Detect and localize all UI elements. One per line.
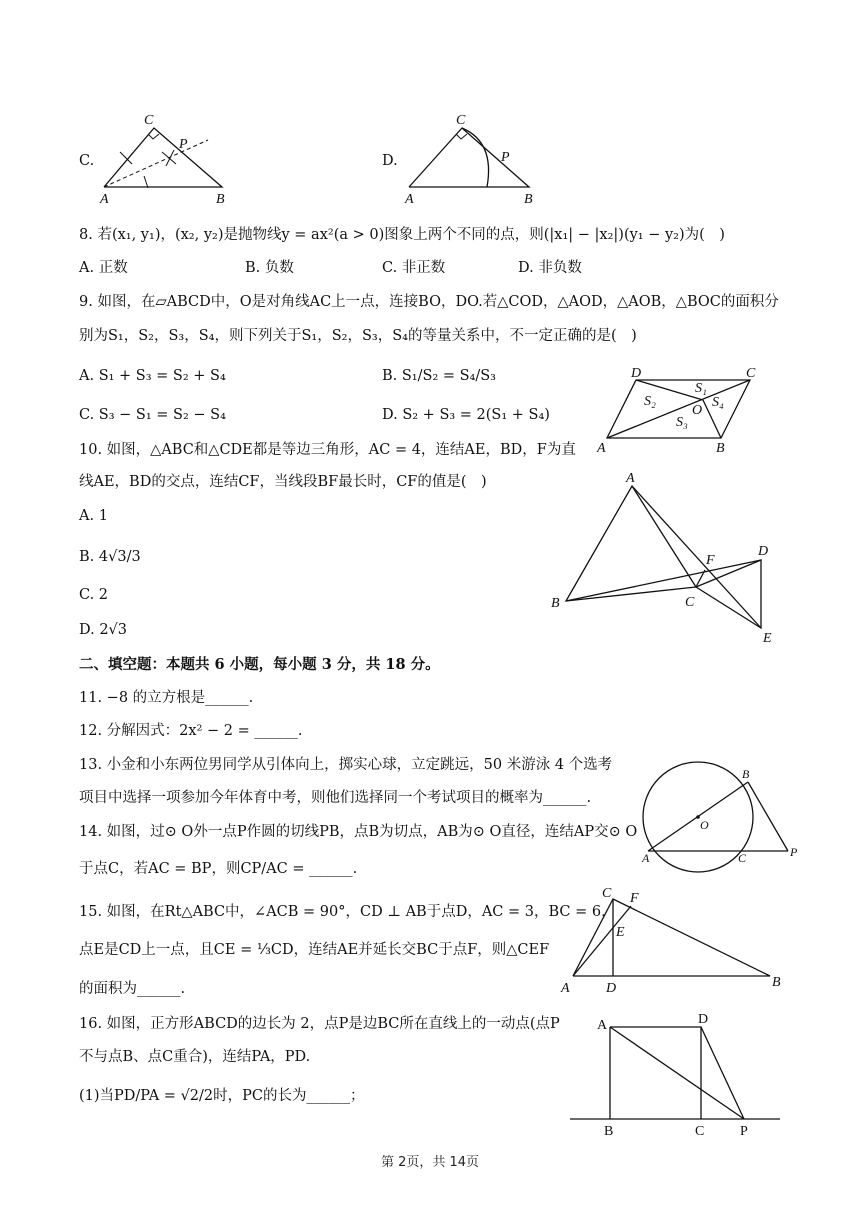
- q16-line1: 16. 如图，正方形ABCD的边长为 2，点P是边BC所在直线上的一动点(点P: [79, 1016, 560, 1032]
- q9-option-b: B. S₁/S₂ = S₄/S₃: [382, 368, 496, 384]
- q15-label-f: F: [630, 891, 639, 906]
- q7-figure-d: [405, 112, 545, 207]
- q9-option-a: A. S₁ + S₃ = S₂ + S₄: [79, 368, 226, 384]
- q9-label-d: D: [631, 366, 642, 381]
- fig-d-label-a: A: [405, 192, 414, 207]
- q8-option-c: C. 非正数: [382, 260, 446, 276]
- q9-label-s2: S₂: [644, 394, 656, 409]
- q16-label-c: C: [695, 1124, 705, 1139]
- q14-line1: 14. 如图，过⊙ O外一点P作圆的切线PB，点B为切点，AB为⊙ O直径，连结AP交⊙ O: [79, 824, 638, 840]
- q10-stem-line1: 10. 如图，△ABC和△CDE都是等边三角形，AC = 4，连结AE，BD，F为直: [79, 442, 576, 458]
- q15-line2: 点E是CD上一点，且CE = ⅓CD，连结AE并延长交BC于点F，则△CEF: [79, 942, 550, 958]
- q15-label-e: E: [616, 925, 625, 940]
- q15-label-a: A: [561, 981, 570, 996]
- section-2-heading: 二、填空题：本题共 6 小题，每小题 3 分，共 18 分。: [79, 656, 440, 673]
- q8-option-d: D. 非负数: [518, 260, 582, 276]
- q10-option-d: D. 2√3: [79, 622, 128, 638]
- q16-line3: (1)当PD/PA = √2/2时，PC的长为______；: [79, 1088, 365, 1104]
- q15-label-c: C: [602, 886, 612, 901]
- q16-label-b: B: [604, 1124, 614, 1139]
- q14-label-o: O: [700, 818, 709, 832]
- q7-option-c-label: C.: [79, 153, 95, 169]
- q9-parallelogram-figure: [595, 364, 765, 454]
- q16-label-p: P: [740, 1124, 748, 1139]
- q10-label-c: C: [685, 595, 695, 610]
- q8-stem: 8. 若(x₁, y₁)，(x₂, y₂)是抛物线y = ax²(a > 0)图象上两个不同的点，则(|x₁| − |x₂|)(y₁ − y₂)为( ): [79, 227, 725, 243]
- q10-label-d: D: [758, 544, 769, 559]
- q10-equilateral-figure: [548, 470, 788, 650]
- q8-option-a: A. 正数: [79, 260, 128, 276]
- q10-label-a: A: [626, 471, 635, 486]
- q16-square-figure: [570, 1008, 790, 1138]
- q9-label-s4: S₄: [712, 395, 724, 410]
- q16-line2: 不与点B、点C重合)，连结PA，PD.: [79, 1049, 311, 1065]
- q7-figure-c: [100, 112, 240, 207]
- q11-text: 11. −8 的立方根是______.: [79, 690, 254, 706]
- q15-label-d: D: [606, 981, 617, 996]
- q10-option-c: C. 2: [79, 587, 109, 603]
- q14-label-b: B: [742, 767, 750, 781]
- q10-label-f: F: [706, 553, 715, 568]
- q12-text: 12. 分解因式：2x² − 2 = ______.: [79, 723, 303, 739]
- q15-label-b: B: [772, 975, 781, 990]
- fig-d-label-c: C: [456, 113, 466, 128]
- q15-right-triangle-figure: [560, 886, 790, 996]
- q16-label-a: A: [597, 1018, 608, 1033]
- q7-option-d-label: D.: [382, 153, 398, 169]
- q14-label-c: C: [738, 851, 747, 865]
- q9-label-b: B: [716, 441, 725, 456]
- q10-label-e: E: [763, 631, 772, 646]
- q9-stem-line1: 9. 如图，在▱ABCD中，O是对角线AC上一点，连接BO，DO.若△COD，△AOD，△AOB，△BOC的面积分: [79, 294, 779, 310]
- q9-option-c: C. S₃ − S₁ = S₂ − S₄: [79, 407, 226, 423]
- fig-c-label-c: C: [144, 113, 154, 128]
- q9-label-a: A: [597, 441, 606, 456]
- q10-label-b: B: [551, 596, 560, 611]
- q14-line2: 于点C，若AC = BP，则CP/AC = ______.: [79, 861, 358, 877]
- q9-label-c: C: [746, 366, 756, 381]
- fig-c-label-b: B: [216, 192, 225, 207]
- fig-d-label-b: B: [524, 192, 533, 207]
- q10-option-a: A. 1: [79, 508, 108, 524]
- q14-label-a: A: [642, 851, 650, 865]
- q9-label-o: O: [692, 403, 703, 418]
- q13-line1: 13. 小金和小东两位男同学从引体向上，掷实心球，立定跳远，50 米游泳 4 个选考: [79, 757, 613, 773]
- q8-option-b: B. 负数: [245, 260, 294, 276]
- q14-circle-figure: [636, 762, 816, 872]
- fig-c-label-a: A: [100, 192, 109, 207]
- page-footer: 第 2页，共 14页: [380, 1155, 480, 1170]
- q16-label-d: D: [698, 1012, 709, 1027]
- q10-option-b: B. 4√3/3: [79, 549, 141, 565]
- q9-stem-line2: 别为S₁，S₂，S₃，S₄，则下列关于S₁，S₂，S₃，S₄的等量关系中，不一定正确的是( ): [79, 328, 637, 344]
- q9-option-d: D. S₂ + S₃ = 2(S₁ + S₄): [382, 407, 550, 423]
- q10-stem-line2: 线AE，BD的交点，连结CF，当线段BF最长时，CF的值是( ): [79, 474, 487, 490]
- q15-line3: 的面积为______.: [79, 981, 186, 997]
- q15-line1: 15. 如图，在Rt△ABC中，∠ACB = 90°，CD ⊥ AB于点D，AC = 3，BC = 6，: [79, 904, 616, 920]
- q9-label-s1: S₁: [695, 381, 707, 396]
- q13-line2: 项目中选择一项参加今年体育中考，则他们选择同一个考试项目的概率为______.: [79, 790, 592, 806]
- q9-label-s3: S₃: [676, 415, 688, 430]
- fig-c-label-p: P: [179, 137, 188, 152]
- q14-label-p: P: [790, 845, 798, 859]
- fig-d-label-p: P: [501, 150, 510, 165]
